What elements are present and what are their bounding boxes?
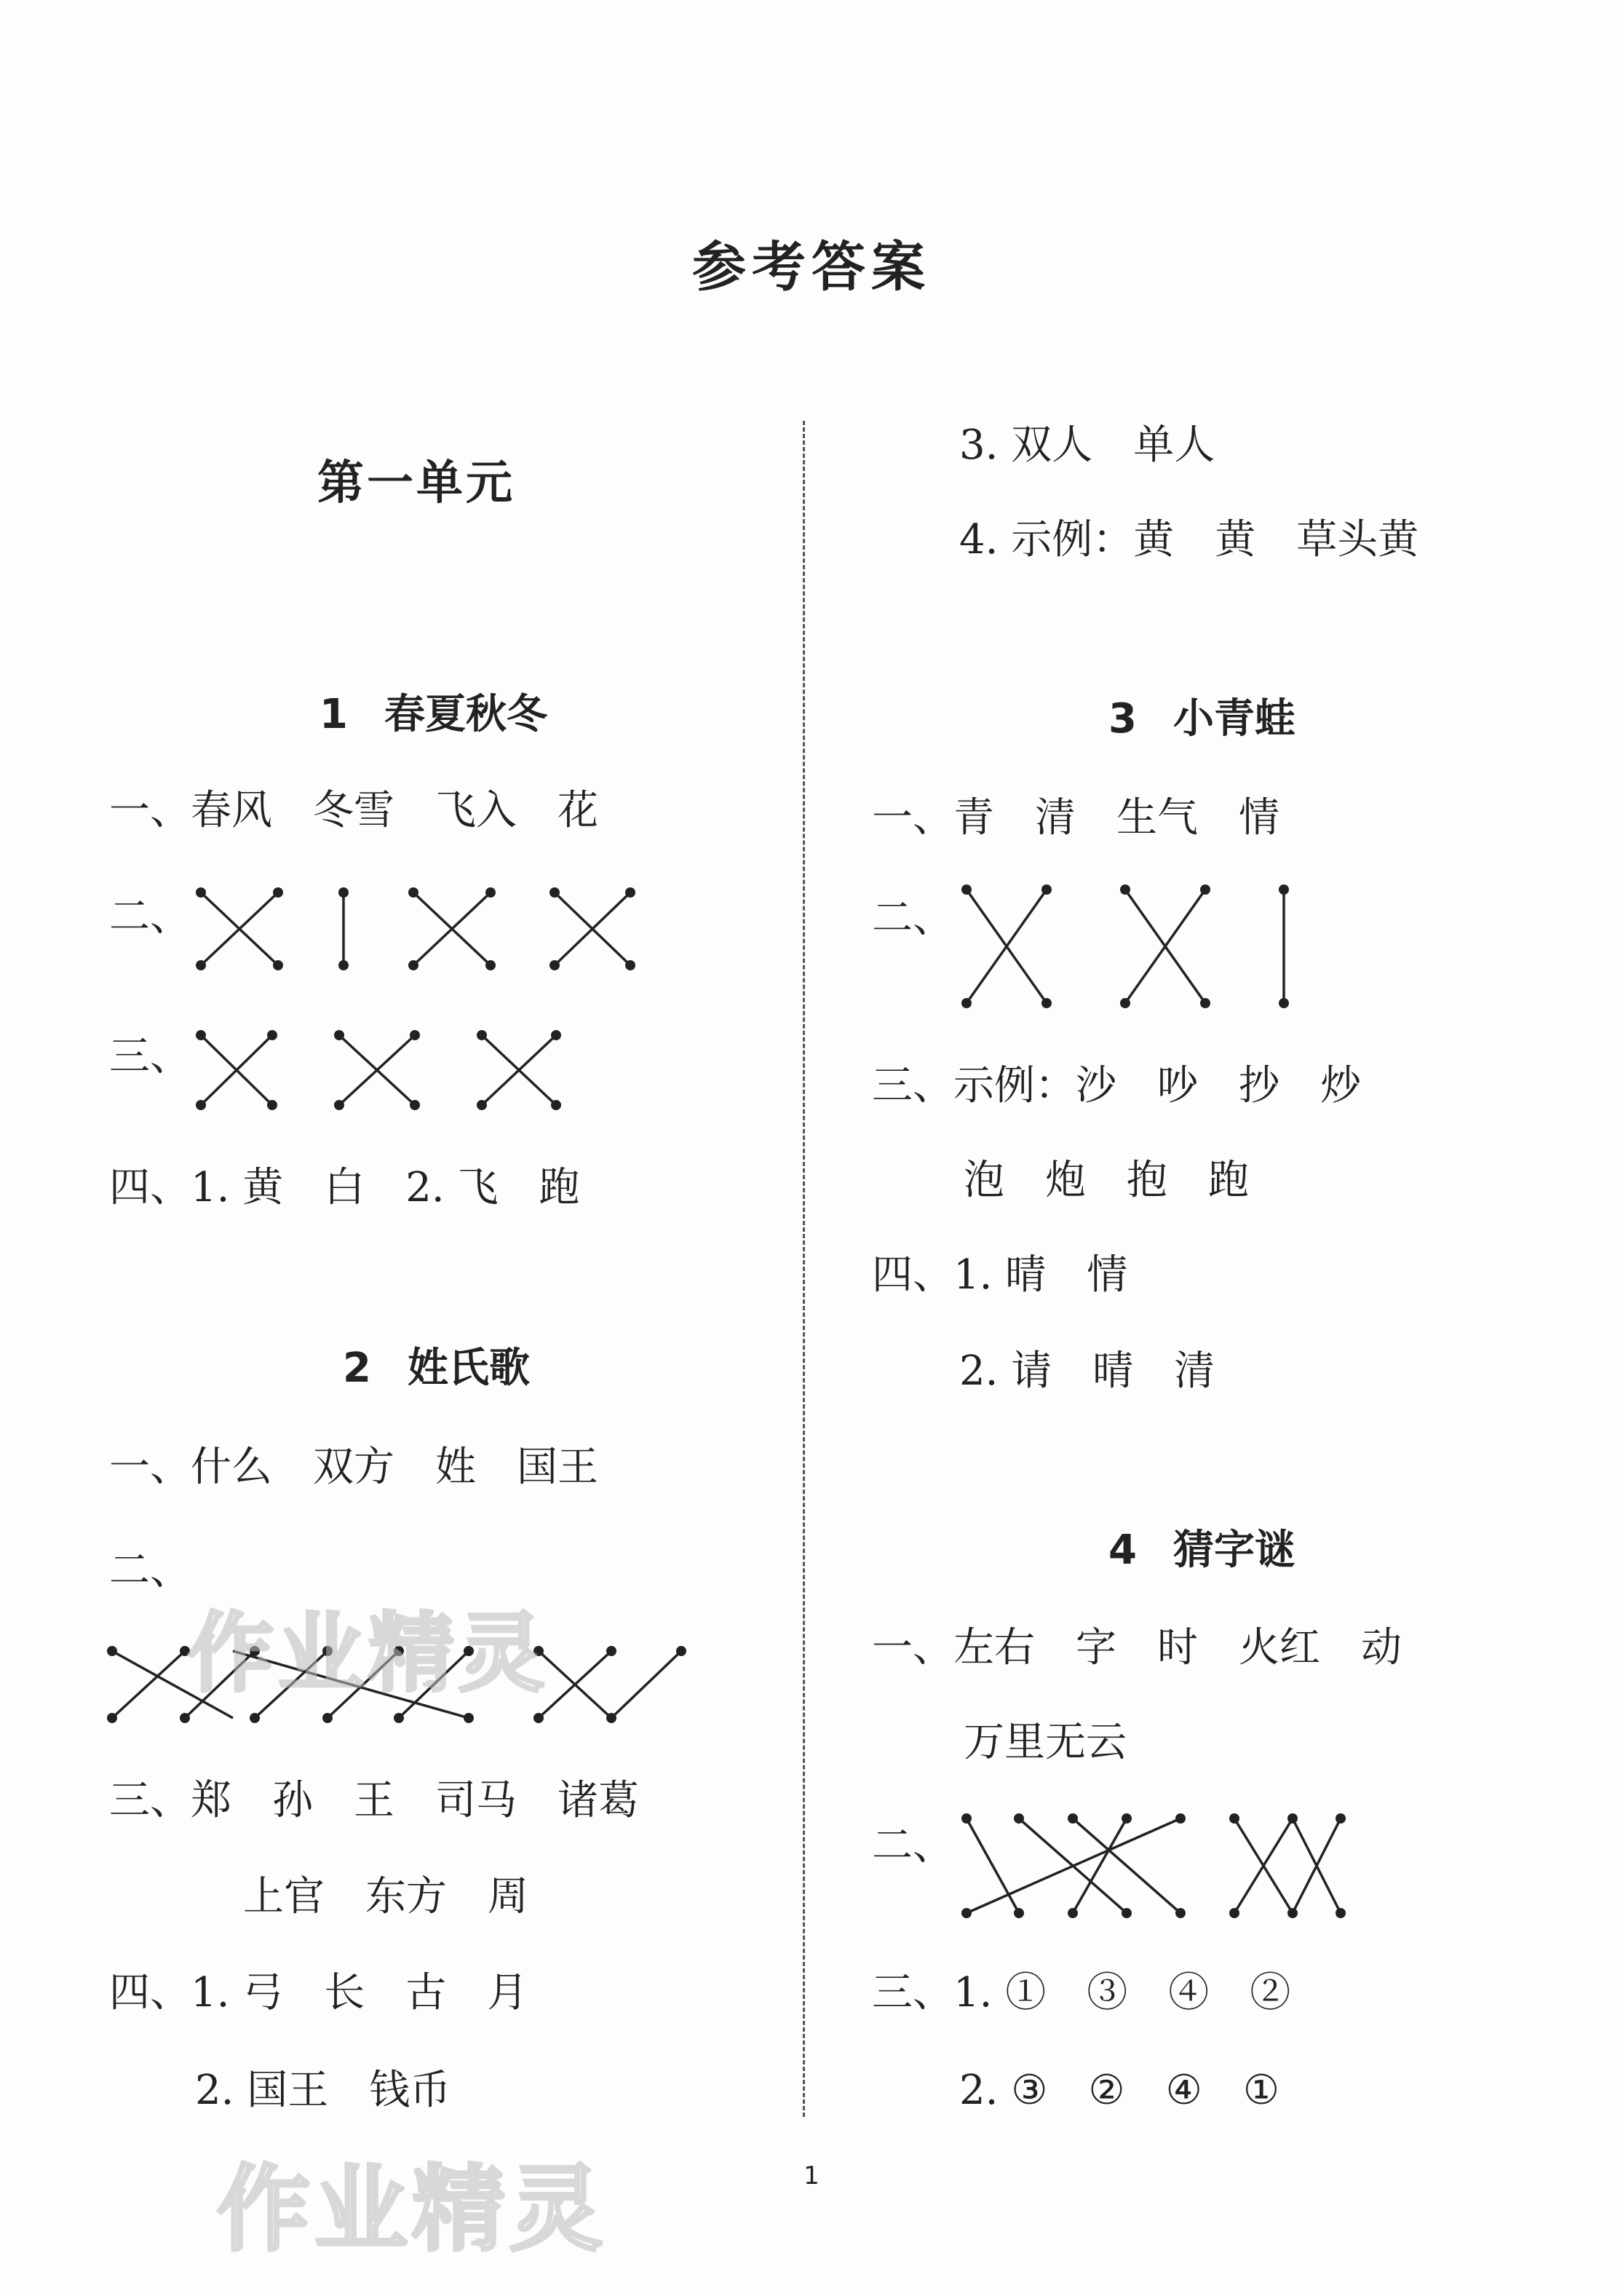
l2-answer-4b: 2. 国王 钱币 bbox=[195, 2067, 451, 2114]
l4-answer-1a: 一、左右 字 时 火红 动 bbox=[872, 1624, 1402, 1671]
lesson-number: 2 bbox=[343, 1345, 371, 1392]
l2-answer-3a: 三、郑 孙 王 司马 诸葛 bbox=[109, 1777, 639, 1824]
lesson-number: 1 bbox=[320, 691, 348, 738]
l4-answer-2-label: 二、 bbox=[872, 1822, 953, 1869]
unit-heading: 第一单元 bbox=[317, 456, 515, 510]
lesson-name: 春夏秋冬 bbox=[384, 691, 547, 738]
l1-answer-3-label: 三、 bbox=[109, 1033, 191, 1080]
page-number: 1 bbox=[803, 2161, 820, 2190]
l4-answer-1b: 万里无云 bbox=[964, 1719, 1127, 1766]
lesson-name: 小青蛙 bbox=[1172, 695, 1295, 743]
l2-answer-2-label: 二、 bbox=[109, 1547, 191, 1594]
l2-answer-3b: 上官 东方 周 bbox=[243, 1873, 528, 1920]
l1-answer-1: 一、春风 冬雪 飞入 花 bbox=[109, 787, 598, 834]
l3-answer-4b: 2. 请 晴 清 bbox=[959, 1347, 1215, 1395]
l1-answer-4: 四、1. 黄 白 2. 飞 跑 bbox=[109, 1164, 580, 1211]
l3-answer-3b: 泡 炮 抱 跑 bbox=[964, 1157, 1249, 1204]
l2-answer-4-3: 3. 双人 单人 bbox=[959, 421, 1215, 469]
l3-answer-3a: 三、示例：沙 吵 抄 炒 bbox=[872, 1062, 1361, 1109]
lesson-number: 3 bbox=[1108, 695, 1137, 743]
l3-answer-2-label: 二、 bbox=[872, 895, 953, 942]
l1-answer-2-label: 二、 bbox=[109, 893, 191, 941]
l2-answer-4-4: 4. 示例：黄 黄 草头黄 bbox=[959, 516, 1419, 563]
l4-answer-3b: 2. ③ ② ④ ① bbox=[959, 2067, 1280, 2114]
l2-answer-4a: 四、1. 弓 长 古 月 bbox=[109, 1969, 528, 2016]
lesson-number: 4 bbox=[1108, 1527, 1137, 1574]
l3-answer-4a: 四、1. 晴 情 bbox=[872, 1251, 1128, 1299]
watermark-logo: 作业精灵 bbox=[188, 1603, 549, 1703]
l4-answer-3a: 三、1. ① ③ ④ ② bbox=[872, 1969, 1291, 2016]
page-title: 参考答案 bbox=[692, 236, 931, 298]
watermark-logo: 作业精灵 bbox=[217, 2156, 608, 2264]
l2-answer-1: 一、什么 双方 姓 国王 bbox=[109, 1444, 598, 1491]
lesson-name: 姓氏歌 bbox=[407, 1345, 530, 1392]
lesson-name: 猜字谜 bbox=[1172, 1527, 1295, 1574]
l3-answer-1: 一、青 清 生气 情 bbox=[872, 794, 1279, 842]
